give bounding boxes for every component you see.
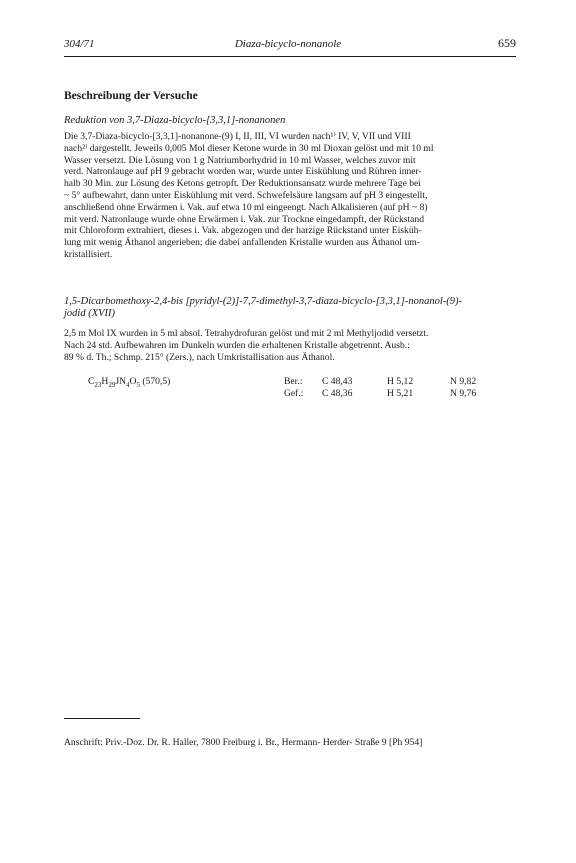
molecular-formula: $C_{23}H_{29}JN_4O_5$ (570,5) [88,376,171,389]
text-line: nach²⁾ dargestellt. Jeweils 0,005 Mol dieser Ketone wurde in 30 ml Dioxan gelöst und mit 10 ml [64,142,434,154]
text-line: Die 3,7-Diaza-bicyclo-[3,3,1]-nonanone-(9) I, II, III, VI wurden nach¹⁾ IV, V, VII und VIII [64,131,411,142]
text-line: anschließend ohne Erwärmen i. Vak. auf etwa 10 ml eingeengt. Nach Alkalisieren (auf pH ~ 8) [64,201,428,213]
text-line: halb 30 Min. zur Lösung des Ketons getropft. Der Reduktionsansatz wurde mehrere Tage bei [64,178,421,190]
text-line: ~ 5° aufbewahrt, dann unter Eiskühlung mit verd. Schwefelsäure langsam auf pH 3 eingestellt, [64,189,428,201]
text-line: verd. Natronlauge auf pH 9 gebracht worden war, wurde unter Eiskühlung und Rühren inner- [64,166,422,178]
paragraph-compound-procedure [64,328,524,363]
text-line: 89 % d. Th.; Schmp. 215° (Zers.), nach Umkristallisation aus Äthanol. [64,351,335,363]
heading-line: jodid (XVII) [64,308,116,319]
text-line: kristallisiert. [64,248,113,260]
analysis-calc-c: C 48,43 [322,376,353,387]
footnote-rule [64,718,140,719]
header-rule [64,56,516,57]
analysis-found-h: H 5,21 [387,388,414,399]
author-address: Anschrift: Priv.-Doz. Dr. R. Haller, 7800 Freiburg i. Br., Hermann- Herder- Straße 9 [Ph 954] [64,737,423,748]
page-number: 659 [498,36,516,50]
analysis-calc-label: Ber.: [284,376,303,387]
text-line: mit verd. Natronlauge wurde ohne Erwärmen i. Vak. zur Trockne eingedampft, der Rückstand [64,213,425,225]
analysis-found-n: N 9,76 [450,388,477,399]
subsection-heading-reduction: Reduktion von 3,7-Diaza-bicyclo-[3,3,1]-nonanonen [64,115,286,126]
text-line: Wasser versetzt. Die Lösung von 1 g Natriumborhydrid in 10 ml Wasser, welches zuvor mit [64,154,416,166]
paragraph-reduction-procedure [64,131,522,261]
text-line: lung mit wenig Äthanol angerieben; die dabei anfallenden Kristalle wurden aus Äthanol um- [64,237,420,249]
header-running-title: Diaza-bicyclo-nonanole [234,38,342,50]
text-line: 2,5 m Mol IX wurden in 5 ml absol. Tetrahydrofuran gelöst und mit 2 ml Methyljodid versetzt. [64,328,429,339]
analysis-calc-n: N 9,82 [450,376,477,387]
heading-line: 1,5-Dicarbomethoxy-2,4-bis [pyridyl-(2)]-7,7-dimethyl-3,7-diaza-bicyclo-[3,3,1]-nonanol-(9)- [64,296,463,307]
text-line: mit Chloroform extrahiert, dieses i. Vak. abgezogen und der harzige Rückstand unter Eisküh- [64,225,422,237]
text-line: Nach 24 std. Aufbewahren im Dunkeln wurden die erhaltenen Kristalle abgetrennt. Ausb.: [64,339,410,351]
section-title: Beschreibung der Versuche [64,90,198,102]
analysis-calc-h: H 5,12 [387,376,414,387]
header-journal-ref: 304/71 [64,38,95,50]
analysis-found-c: C 48,36 [322,388,353,399]
analysis-found-label: Gef.: [284,388,304,399]
subsection-heading-compound [64,296,520,320]
